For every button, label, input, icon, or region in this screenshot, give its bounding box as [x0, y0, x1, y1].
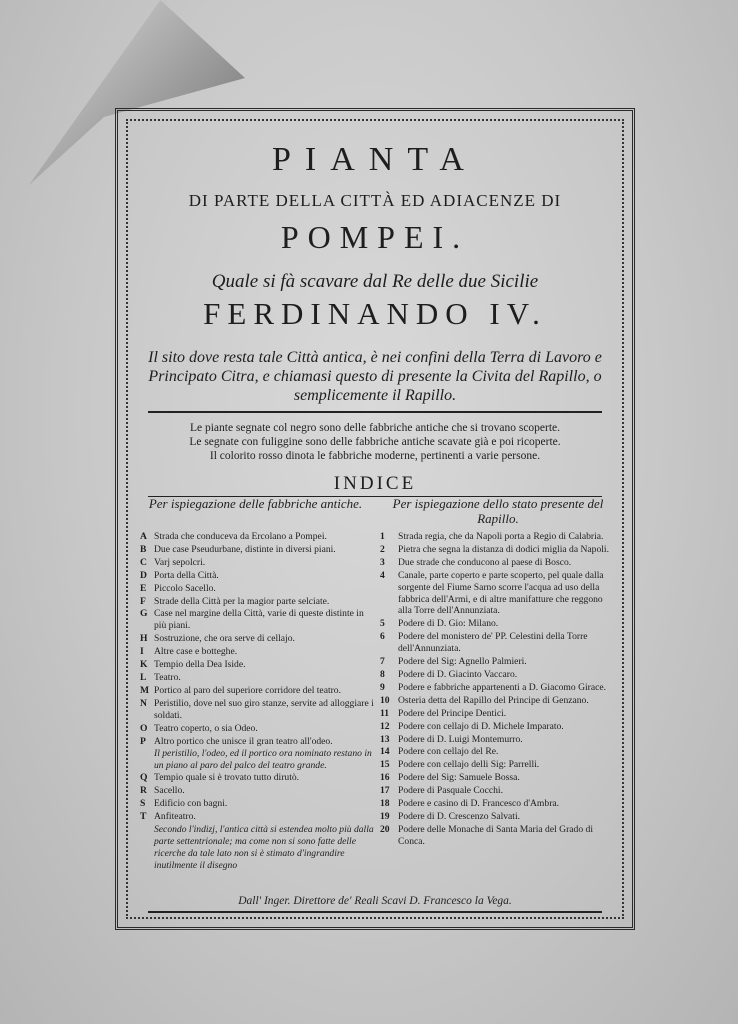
- item-text: Teatro coperto, o sia Odeo.: [154, 722, 258, 734]
- item-key: 6: [380, 631, 385, 643]
- list-item: [140, 785, 378, 797]
- item-text: Teatro.: [154, 671, 181, 683]
- left-column-heading: Per ispiegazione delle fabbriche antiche.: [148, 496, 363, 511]
- item-key: 4: [380, 569, 385, 581]
- item-text: Podere con cellajo delli Sig: Parrelli.: [398, 759, 540, 771]
- list-item: [380, 557, 618, 569]
- item-text: Peristilio, dove nel suo giro stanze, servite ad alloggiare i soldati.: [154, 697, 374, 721]
- list-item: [380, 570, 618, 618]
- item-text: Podere di D. Giacinto Vaccaro.: [398, 668, 518, 680]
- list-item: [380, 656, 618, 668]
- list-item: [380, 618, 618, 630]
- item-key: I: [140, 646, 144, 658]
- list-item: [140, 811, 378, 823]
- list-item: [380, 669, 618, 681]
- list-note: Secondo l'indizj, l'antica città si estendea molto più dalla parte settentrionale; ma come non si sono fatte delle ricerche da tale lato non si è stimato d'ingrandire inutilmente il disegno: [154, 823, 374, 871]
- title-pompei: POMPEI.: [280, 219, 470, 255]
- subtitle-line: Quale si fà scavare dal Re delle due Sicilie: [211, 271, 539, 292]
- item-key: D: [140, 569, 147, 581]
- item-text: Piccolo Sacello.: [154, 582, 216, 594]
- item-key: 9: [380, 681, 385, 693]
- item-text: Podere del monistero de' PP. Celestini della Torre dell'Annunziata.: [398, 631, 588, 655]
- item-key: H: [140, 633, 148, 645]
- item-text: Osteria detta del Rapillo del Principe di Genzano.: [398, 694, 589, 706]
- item-text: Podere di D. Gio: Milano.: [398, 618, 499, 630]
- item-key: A: [140, 531, 147, 542]
- item-text: Podere di D. Luigi Montemurro.: [398, 733, 523, 745]
- list-item: [380, 772, 618, 784]
- bottom-rule: [148, 911, 602, 913]
- item-text: Pietra che segna la distanza di dodici miglia da Napoli.: [398, 543, 609, 555]
- item-key: Q: [140, 772, 148, 784]
- list-item: [140, 736, 378, 748]
- list-item: [140, 596, 378, 608]
- list-item: [380, 708, 618, 720]
- item-key: 10: [380, 694, 390, 706]
- location-text: Il sito dove resta tale Città antica, è nei confini della Terra di Lavoro e Principato Citra, e chiamasi questo di presente la Civita del Rapillo, o semplicemente il Rapillo.: [148, 349, 602, 404]
- item-text: Podere con cellajo del Re.: [398, 746, 499, 758]
- item-text: Due strade che conducono al paese di Bosco.: [398, 556, 572, 568]
- item-key: 17: [380, 785, 390, 797]
- list-item: [140, 723, 378, 735]
- item-key: 15: [380, 759, 390, 771]
- list-item: [140, 608, 378, 632]
- item-key: P: [140, 735, 146, 747]
- list-item: [140, 633, 378, 645]
- list-item: [380, 734, 618, 746]
- legend-note: Le segnate con fuliggine sono delle fabbriche antiche scavate già e poi ricoperte.: [189, 436, 561, 448]
- list-item: [140, 544, 378, 556]
- list-item: [140, 798, 378, 810]
- item-text: Anfiteatro.: [154, 810, 196, 822]
- credit-line: Dall' Inger. Direttore de' Reali Scavi D. Francesco la Vega.: [238, 895, 512, 907]
- item-text: Podere del Sig: Agnello Palmieri.: [398, 656, 527, 668]
- item-text: Tempio della Dea Iside.: [154, 659, 246, 671]
- king-name: FERDINANDO IV.: [203, 296, 547, 331]
- legend-note: Le piante segnate col negro sono delle fabbriche antiche che si trovano scoperte.: [189, 422, 561, 434]
- legend-notes: [118, 421, 632, 463]
- item-key: O: [140, 722, 148, 734]
- item-text: Podere con cellajo di D. Michele Imparato.: [398, 720, 564, 732]
- item-key: B: [140, 543, 147, 555]
- item-text: Podere e casino di D. Francesco d'Ambra.: [398, 798, 560, 810]
- list-item: [380, 746, 618, 758]
- item-key: 11: [380, 707, 390, 719]
- item-key: 1: [380, 531, 385, 542]
- list-item: [380, 682, 618, 694]
- item-key: 19: [380, 810, 390, 822]
- list-note: Il peristilio, l'odeo, ed il portico ora nominato restano in un piano al paro del palco del teatro grande.: [154, 748, 372, 772]
- item-text: Podere del Principe Dentici.: [398, 707, 507, 719]
- map-title-cartouche: [115, 108, 635, 930]
- item-text: Sacello.: [154, 785, 185, 797]
- list-item: [380, 544, 618, 556]
- item-text: Canale, parte coperto e parte scoperto, pel quale dalla sorgente del Fiume Sarno scorre l'acqua ad uso della fabbrica dell'Armi, e di altre manifatture che reggono alla Torre dell'Annunziata.: [398, 569, 604, 617]
- item-text: Portico al paro del superiore corridore del teatro.: [154, 684, 342, 696]
- index-title: INDICE: [333, 473, 417, 494]
- item-key: 18: [380, 798, 390, 810]
- divider-rule: [148, 411, 602, 413]
- list-item: [380, 811, 618, 823]
- list-item: [140, 570, 378, 582]
- list-item: [140, 531, 378, 543]
- list-item: [380, 759, 618, 771]
- list-item: [140, 583, 378, 595]
- right-column-heading: Per ispiegazione dello stato presente del Rapillo.: [392, 496, 604, 526]
- item-key: 8: [380, 668, 385, 680]
- item-text: Altre case e botteghe.: [154, 646, 238, 658]
- list-item: [380, 721, 618, 733]
- item-key: G: [140, 608, 148, 620]
- list-item: [380, 785, 618, 797]
- item-text: Altro portico che unisce il gran teatro all'odeo.: [154, 735, 333, 747]
- item-text: Podere del Sig: Samuele Bossa.: [398, 772, 520, 784]
- item-key: C: [140, 556, 147, 568]
- item-key: 3: [380, 556, 385, 568]
- item-key: 12: [380, 720, 390, 732]
- item-text: Porta della Città.: [154, 569, 219, 581]
- item-key: 16: [380, 772, 390, 784]
- item-text: Strade della Città per la magior parte selciate.: [154, 595, 330, 607]
- item-text: Varj sepolcri.: [154, 556, 206, 568]
- list-item: [140, 698, 378, 722]
- item-key: 13: [380, 733, 390, 745]
- item-key: L: [140, 671, 147, 683]
- list-item: [380, 695, 618, 707]
- item-key: R: [140, 785, 147, 797]
- item-text: Podere di Pasquale Cocchi.: [398, 785, 503, 797]
- legend-note: Il colorito rosso dinota le fabbriche moderne, pertinenti a varie persone.: [209, 450, 541, 462]
- item-key: T: [140, 810, 147, 822]
- item-key: 7: [380, 656, 385, 668]
- item-text: Podere delle Monache di Santa Maria del Grado di Conca.: [398, 823, 594, 847]
- item-text: Strada regia, che da Napoli porta a Regio di Calabria.: [398, 531, 604, 542]
- list-item: [140, 672, 378, 684]
- ancient-buildings-list: [140, 531, 378, 871]
- list-item: [380, 531, 618, 543]
- item-text: Strada che conduceva da Ercolano a Pompei.: [154, 531, 327, 542]
- title-pianta: PIANTA: [272, 141, 478, 178]
- item-key: F: [140, 595, 146, 607]
- list-item: [380, 798, 618, 810]
- item-key: S: [140, 798, 146, 810]
- item-key: 20: [380, 823, 390, 835]
- item-key: N: [140, 697, 147, 709]
- item-key: 14: [380, 746, 390, 758]
- item-text: Podere e fabbriche appartenenti a D. Giacomo Girace.: [398, 681, 607, 693]
- item-key: M: [140, 684, 150, 696]
- item-text: Case nel margine della Città, varie di queste distinte in più piani.: [154, 608, 364, 632]
- list-item: [140, 646, 378, 658]
- list-item: [140, 557, 378, 569]
- item-key: E: [140, 582, 147, 594]
- list-item: [140, 685, 378, 697]
- title-subline: DI PARTE DELLA CITTÀ ED ADIACENZE DI: [188, 191, 562, 210]
- item-key: 5: [380, 618, 385, 630]
- list-item: [380, 631, 618, 655]
- item-text: Sostruzione, che ora serve di cellajo.: [154, 633, 295, 645]
- item-text: Podere di D. Crescenzo Salvati.: [398, 810, 521, 822]
- present-state-list: [380, 531, 618, 849]
- item-text: Due case Pseudurbane, distinte in diversi piani.: [154, 543, 336, 555]
- list-item: [140, 659, 378, 671]
- list-item: [380, 824, 618, 848]
- item-key: K: [140, 659, 148, 671]
- list-item: [140, 772, 378, 784]
- item-key: 2: [380, 543, 385, 555]
- item-text: Edificio con bagni.: [154, 798, 228, 810]
- item-text: Tempio quale si è trovato tutto dirutò.: [154, 772, 300, 784]
